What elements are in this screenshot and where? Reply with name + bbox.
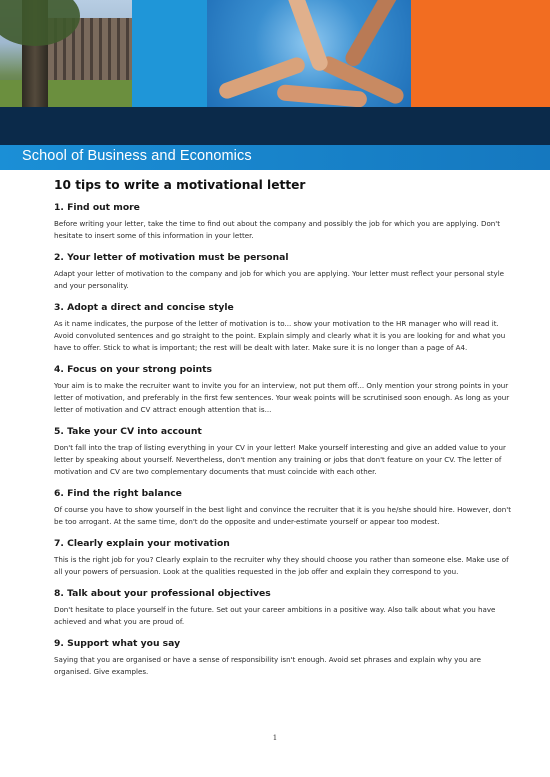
tip-body: As it name indicates, the purpose of the letter of motivation is to... show your motivation to the HR manager who will read it. Avoid convoluted sentences and go straight to the point. Explain simply and clearly what it is you are looking for and what you have to offer. Stick to what is important; the rest will be dealt with later. Make sure it is no longer than a page of A4. (54, 319, 506, 352)
tip-body: Don't hesitate to place yourself in the future. Set out your career ambitions in a positive way. Also talk about what you have achieved and what you are proud of. (54, 605, 496, 626)
tip-body: This is the right job for you? Clearly explain to the recruiter why they should choose you rather than someone else. Make use of all your powers of persuasion. Look at the qualities requested in the job offer and explain they correspond to you. (54, 555, 509, 576)
tip-heading: 4. Focus on your strong points (54, 364, 213, 375)
school-name: School of Business and Economics (22, 148, 252, 164)
hand-image (276, 84, 367, 107)
document-body (54, 178, 516, 688)
tip-body: Don't fall into the trap of listing everything in your CV in your letter! Make yourself interesting and give an added value to your letter by speaking about yourself. Nevertheless, don't mention any training or jobs that don't feature on your CV. The letter of motivation and CV are two complementary documents that must coincide with each other. (54, 443, 506, 476)
tip-section (54, 364, 516, 416)
orange-color-block (411, 0, 550, 107)
tip-body: Adapt your letter of motivation to the company and job for which you are applying. Your letter must reflect your personal style and your personality. (54, 269, 505, 290)
campus-photo (0, 0, 132, 107)
lawn-image (0, 80, 132, 107)
tip-body: Saying that you are organised or have a sense of responsibility isn't enough. Avoid set phrases and explain why you are organised. Give examples. (54, 655, 481, 676)
tip-section (54, 588, 516, 628)
tip-body: Before writing your letter, take the time to find out about the company and possibly the job for which you are applying. Don't hesitate to insert some of this information in your letter. (54, 219, 501, 240)
tip-section (54, 252, 516, 292)
tip-section (54, 426, 516, 478)
document-title: 10 tips to write a motivational letter (54, 178, 306, 192)
tip-section (54, 538, 516, 578)
tip-heading: 6. Find the right balance (54, 488, 182, 499)
blue-color-block (132, 0, 207, 107)
tip-heading: 8. Talk about your professional objectives (54, 588, 271, 599)
tip-section (54, 638, 516, 678)
tip-section (54, 488, 516, 528)
tip-heading: 5. Take your CV into account (54, 426, 202, 437)
page-number: 1 (272, 734, 278, 742)
tip-section (54, 302, 516, 354)
page-header (0, 0, 550, 170)
tip-body: Your aim is to make the recruiter want to invite you for an interview, not put them off... Only mention your strong points in your letter of motivation, and preferably in the first few sentences. Your weak points will be scrutinised soon enough. As long as your letter of motivation and CV attract enough attention that is... (54, 381, 510, 414)
hand-image (343, 0, 402, 69)
tip-section (54, 202, 516, 242)
tip-heading: 1. Find out more (54, 202, 140, 213)
tip-heading: 9. Support what you say (54, 638, 181, 649)
tip-heading: 3. Adopt a direct and concise style (54, 302, 234, 313)
hands-star-photo (207, 0, 411, 107)
navy-band (0, 107, 550, 145)
tip-heading: 2. Your letter of motivation must be personal (54, 252, 289, 263)
tip-heading: 7. Clearly explain your motivation (54, 538, 230, 549)
tip-body: Of course you have to show yourself in the best light and convince the recruiter that it is you he/she should hire. However, don't be too arrogant. At the same time, don't do the opposite and under-estimate yourself or appear too modest. (54, 505, 511, 526)
